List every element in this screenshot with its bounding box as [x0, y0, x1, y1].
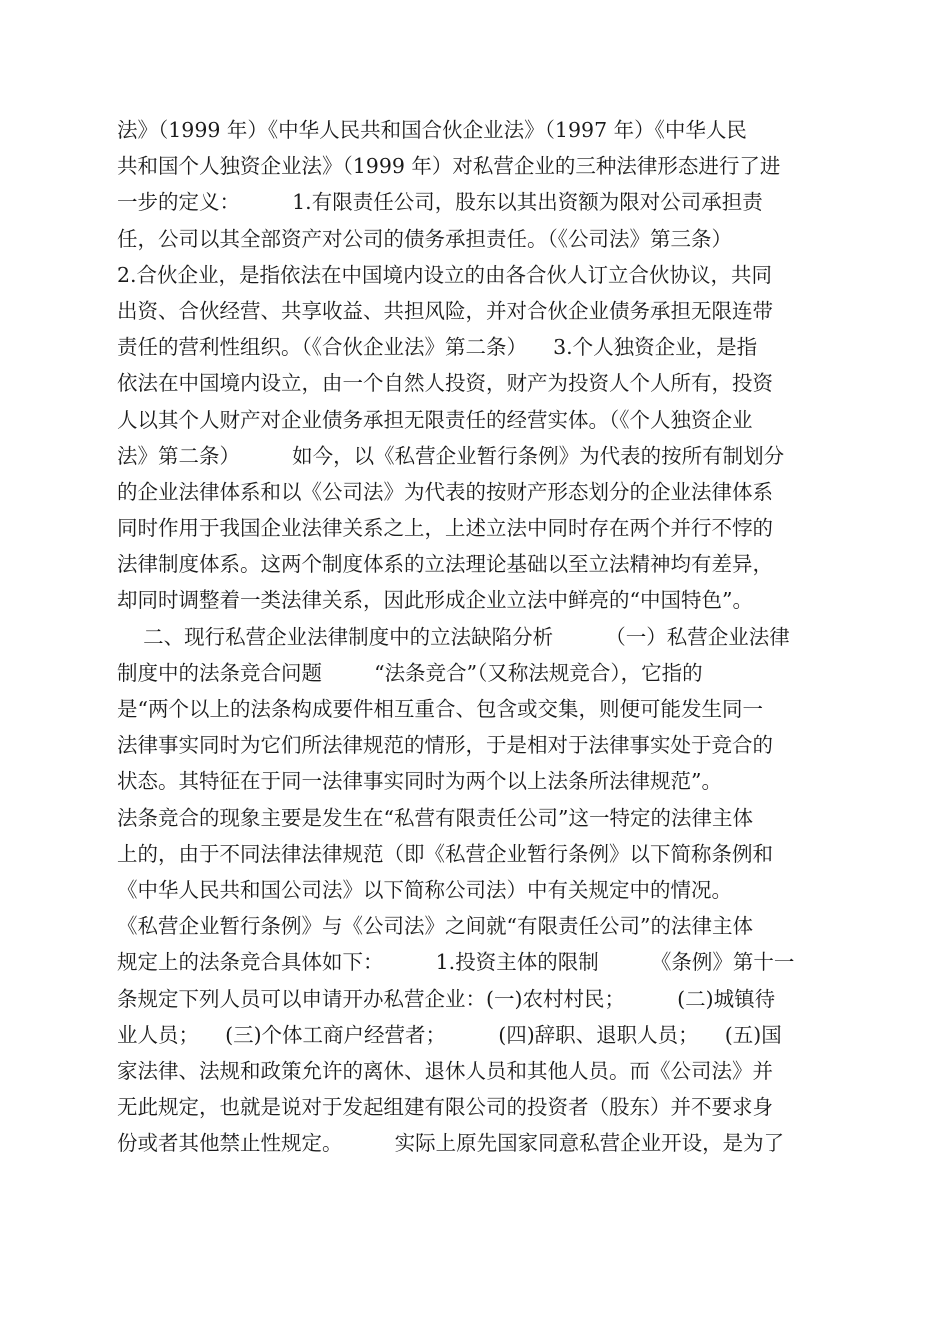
text-line: 业人员； (三)个体工商户经营者； (四)辞职、退职人员； (五)国: [117, 1022, 782, 1047]
text-line: 制度中的法条竞合问题 “法条竞合”（又称法规竞合），它指的: [117, 660, 703, 685]
text-line: 法律事实同时为它们所法律规范的情形，于是相对于法律事实处于竞合的: [117, 733, 773, 758]
text-line: 法律制度体系。这两个制度体系的立法理论基础以至立法精神均有差异，: [117, 552, 773, 577]
text-line: 同时作用于我国企业法律关系之上，上述立法中同时存在两个并行不悖的: [117, 516, 773, 541]
text-line: 一步的定义： 1.有限责任公司，股东以其出资额为限对公司承担责: [117, 190, 763, 215]
text-line: 的企业法律体系和以《公司法》为代表的按财产形态划分的企业法律体系: [117, 479, 773, 504]
text-line: 家法律、法规和政策允许的离休、退休人员和其他人员。而《公司法》并: [117, 1058, 773, 1083]
text-line: 却同时调整着一类法律关系，因此形成企业立法中鲜亮的“中国特色”。: [117, 588, 753, 613]
text-line: 共和国个人独资企业法》（1999 年）对私营企业的三种法律形态进行了进: [117, 154, 781, 179]
text-line: 依法在中国境内设立，由一个自然人投资，财产为投资人个人所有，投资: [117, 371, 773, 396]
text-line: 规定上的法条竞合具体如下： 1.投资主体的限制 《条例》第十一: [117, 950, 795, 975]
text-line: 2.合伙企业，是指依法在中国境内设立的由各合伙人订立合伙协议，共同: [117, 262, 773, 287]
text-line: 人以其个人财产对企业债务承担无限责任的经营实体。（《个人独资企业: [117, 407, 753, 432]
text-line: 《私营企业暂行条例》与《公司法》之间就“有限责任公司”的法律主体: [117, 914, 753, 939]
text-line: 责任的营利性组织。（《合伙企业法》第二条） 3.个人独资企业，是指: [117, 335, 758, 360]
text-line: 状态。其特征在于同一法律事实同时为两个以上法条所法律规范”。: [117, 769, 722, 794]
text-line: 无此规定，也就是说对于发起组建有限公司的投资者（股东）并不要求身: [117, 1095, 773, 1120]
text-line: 条规定下列人员可以申请开办私营企业：(一)农村村民； (二)城镇待: [117, 986, 776, 1011]
text-line: 是“两个以上的法条构成要件相互重合、包含或交集，则便可能发生同一: [117, 697, 763, 721]
text-line: 法》（1999 年）《中华人民共和国合伙企业法》（1997 年）《中华人民: [117, 118, 747, 142]
text-line: 《中华人民共和国公司法》以下简称公司法）中有关规定中的情况。: [117, 877, 732, 902]
text-line: 上的，由于不同法律法律规范（即《私营企业暂行条例》以下简称条例和: [117, 841, 773, 866]
text-line: 出资、合伙经营、共享收益、共担风险，并对合伙企业债务承担无限连带: [117, 298, 773, 323]
text-line: 任，公司以其全部资产对公司的债务承担责任。（《公司法》第三条）: [117, 226, 732, 251]
body-text: [117, 112, 837, 1161]
text-line: 法条竞合的现象主要是发生在“私营有限责任公司”这一特定的法律主体: [117, 805, 753, 830]
text-line: 份或者其他禁止性规定。 实际上原先国家同意私营企业开设，是为了: [117, 1131, 785, 1156]
text-line: 法》第二条） 如今，以《私营企业暂行条例》为代表的按所有制划分: [117, 443, 785, 468]
text-line: 二、现行私营企业法律制度中的立法缺陷分析 （一）私营企业法律: [117, 624, 790, 649]
